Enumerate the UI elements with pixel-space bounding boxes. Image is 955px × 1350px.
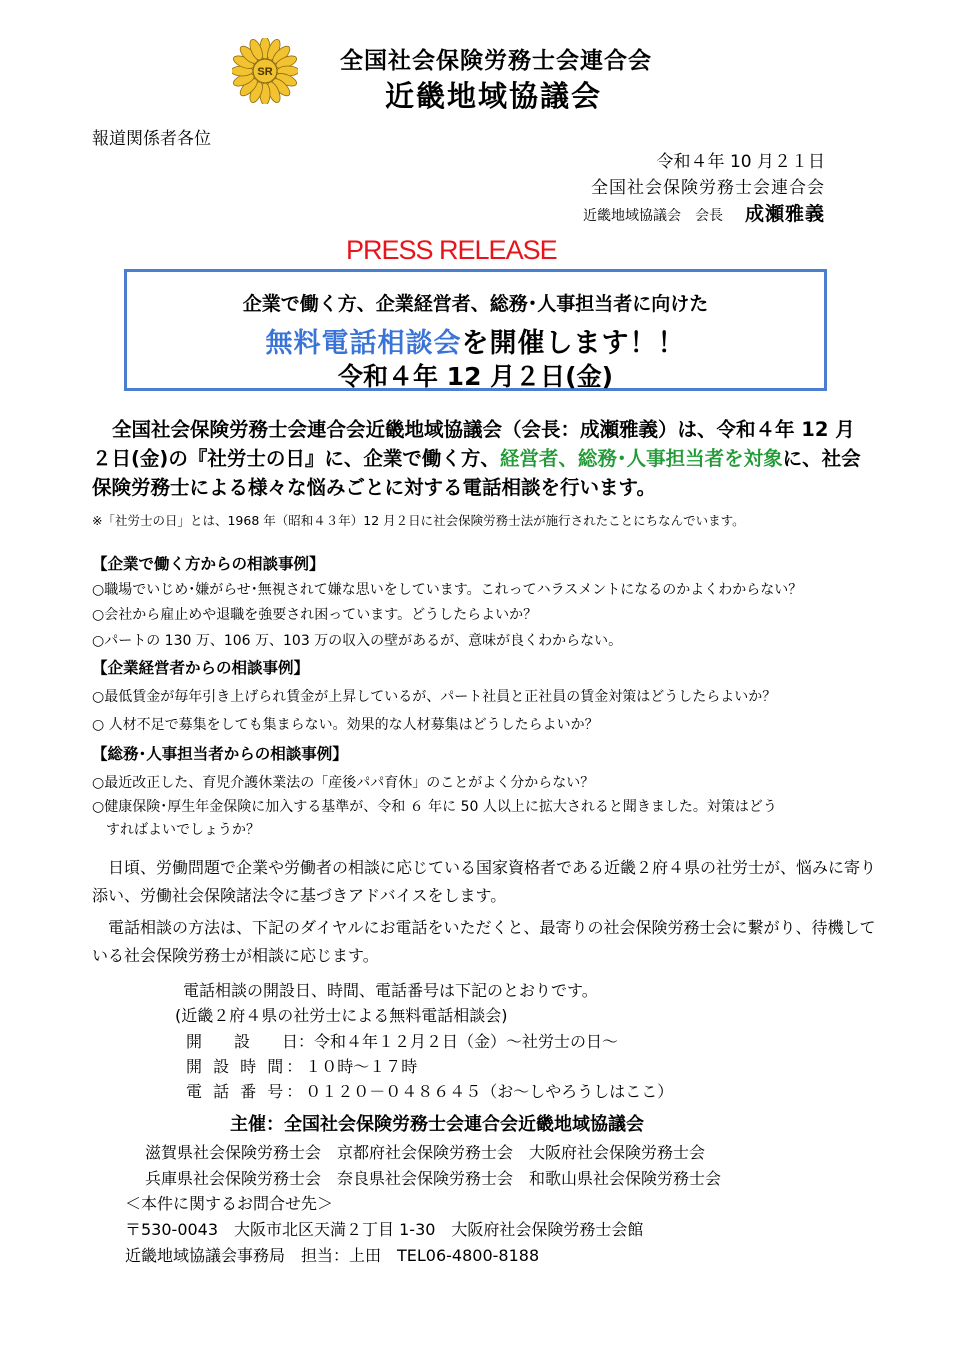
- list-item: ○会社から雇止めや退職を強要され困っています。どうしたらよいか？: [92, 607, 538, 623]
- list-item: ○最近改正した、育児介護休業法の「産後パパ育休」のことがよく分からない？: [92, 775, 595, 791]
- section-heading-employees: 【企業で働く方からの相談事例】: [92, 555, 325, 573]
- info-date-label: 開 設 日：: [186, 1032, 315, 1051]
- info-sub: (近畿２府４県の社労士による無料電話相談会): [175, 1006, 508, 1025]
- addressee: 報道関係者各位: [92, 129, 211, 149]
- info-phone-row: [186, 1079, 673, 1102]
- contact-office: 近畿地域協議会事務局 担当：上田 TEL06-4800-8188: [125, 1246, 540, 1265]
- contact-address: 〒530-0043 大阪市北区天満２丁目 1-30 大阪府社会保険労務士会館: [125, 1220, 644, 1239]
- body-paragraph-1: 日頃、労働問題で企業や労働者の相談に応じている国家資格者である近畿２府４県の社労士が、悩みに寄り添い、労働社会保険諸法令に基づきアドバイスをします。: [92, 858, 877, 905]
- sender-org: 全国社会保険労務士会連合会: [591, 178, 825, 198]
- list-item: ○パートの 130 万、106 万、103 万の収入の壁があるが、意味が良くわからない。: [92, 633, 623, 649]
- info-time-value: １０時～１７時: [305, 1057, 418, 1076]
- info-date-value: 令和４年１２月２日（金）～社労士の日～: [314, 1032, 619, 1051]
- headline-date: 令和４年 12 月２日(金): [337, 362, 614, 391]
- press-release-title: PRESS RELEASE: [346, 235, 557, 265]
- host-title: 主催：全国社会保険労務士会連合会近畿地域協議会: [230, 1114, 644, 1135]
- headline-rest: を開催します！！: [461, 328, 686, 359]
- sender-role: 近畿地域協議会 会長: [582, 208, 723, 224]
- host-members-1: 滋賀県社会保険労務士会 京都府社会保険労務士会 大阪府社会保険労務士会: [145, 1143, 706, 1162]
- list-item: ○職場でいじめ･嫌がらせ･無視されて嫌な思いをしています。これってハラスメントになるのかよくわからない？: [92, 582, 803, 598]
- lead-paragraph: [92, 415, 862, 502]
- info-time-row: [186, 1054, 417, 1077]
- lead-part2: に、社会保険労務士による様々な悩みごとに対する電話相談を行います。: [92, 447, 861, 499]
- info-phone-value: ０１２０－０４８６４５（お～しやろうしはここ）: [305, 1082, 674, 1101]
- info-phone-label: 電 話 番 号：: [186, 1082, 306, 1101]
- sender-name: 成瀬雅義: [744, 203, 825, 225]
- list-item: ○最低賃金が毎年引き上げられ賃金が上昇しているが、パート社員と正社員の賃金対策はどうしたらよいか？: [92, 689, 777, 705]
- info-intro: 電話相談の開設日、時間、電話番号は下記のとおりです。: [183, 981, 598, 1000]
- lead-note: ※「社労士の日」とは、1968 年（昭和４３年）12 月２日に社会保険労務士法が施行されたことにちなんでいます。: [92, 513, 745, 528]
- sender-title: [583, 199, 825, 226]
- info-date-row: [186, 1029, 618, 1052]
- headline-main: [124, 321, 827, 360]
- section-heading-hr: 【総務･人事担当者からの相談事例】: [92, 745, 348, 763]
- headline-target: 企業で働く方、企業経営者、総務･人事担当者に向けた: [242, 293, 709, 315]
- org-name-line2: 近畿地域協議会: [385, 79, 603, 113]
- logo-text: SR: [257, 66, 273, 78]
- host-members-2: 兵庫県社会保険労務士会 奈良県社会保険労務士会 和歌山県社会保険労務士会: [145, 1169, 722, 1188]
- list-item: ○ 人材不足で募集をしても集まらない。効果的な人材募集はどうしたらよいか？: [92, 717, 599, 733]
- sr-logo: [232, 38, 298, 104]
- lead-green: 経営者、総務･人事担当者を対象: [499, 447, 783, 470]
- body-paragraph-2: 電話相談の方法は、下記のダイヤルにお電話をいただくと、最寄りの社会保険労務士会に繋がり、待機している社会保険労務士が相談に応じます。: [92, 918, 876, 965]
- section-heading-managers: 【企業経営者からの相談事例】: [92, 659, 310, 677]
- list-item: すればよいでしょうか？: [92, 822, 260, 838]
- list-item: ○健康保険･厚生年金保険に加入する基準が、令和 ６ 年に 50 人以上に拡大されると聞きました。対策はどう: [92, 799, 777, 815]
- headline-highlight: 無料電話相談会: [265, 328, 462, 359]
- issue-date: 令和４年 10 月２１日: [656, 152, 825, 172]
- info-time-label: 開 設 時 間：: [186, 1057, 306, 1076]
- lead-part1: 全国社会保険労務士会連合会近畿地域協議会（会長：成瀬雅義）は、令和４年 12 月２日(金)の『社労士の日』に、企業で働く方、: [92, 418, 855, 470]
- org-name-line1: 全国社会保険労務士会連合会: [340, 48, 652, 74]
- contact-heading: ＜本件に関するお問合せ先＞: [125, 1194, 334, 1213]
